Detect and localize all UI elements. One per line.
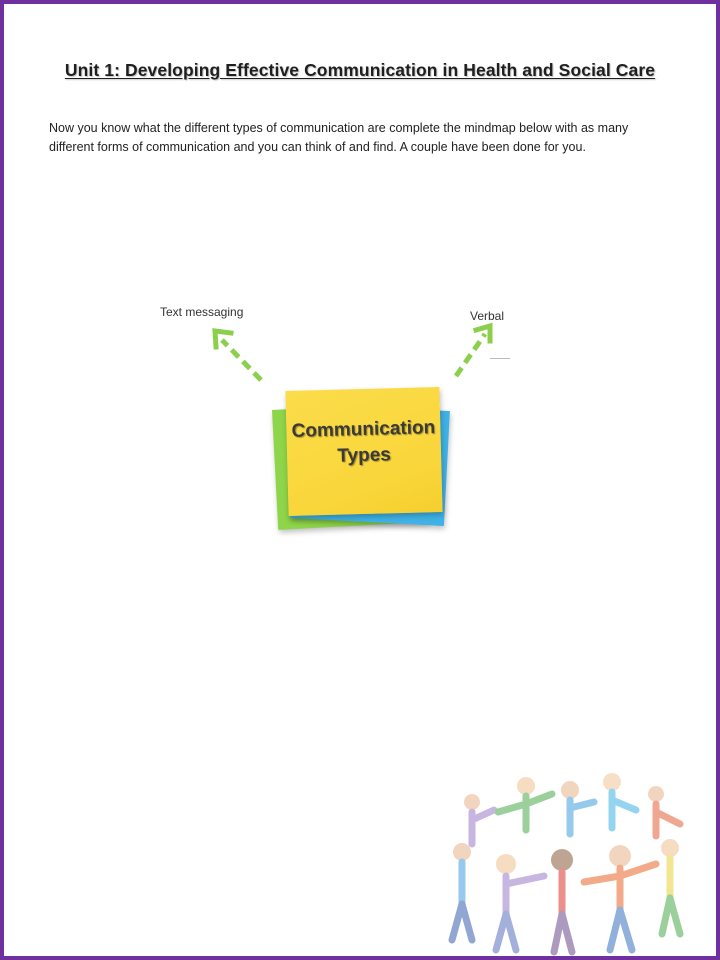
page-title: Unit 1: Developing Effective Communication in Health and Social Care — [64, 60, 656, 80]
children-circle-drawing-icon — [434, 764, 704, 960]
arrow-to-text-messaging — [215, 331, 261, 380]
branch-label-text-messaging: Text messaging — [160, 305, 244, 319]
center-topic-line-1: Communication — [291, 416, 436, 442]
sticky-note-center — [285, 387, 442, 516]
center-topic-line-2: Types — [337, 443, 392, 467]
instructions-paragraph: Now you know what the different types of communication are complete the mindmap below with as many different forms of communication and you can think of and find. A couple have been done for you. — [49, 121, 629, 154]
branch-label-verbal: Verbal — [470, 309, 505, 323]
center-topic — [291, 415, 436, 471]
arrow-to-verbal — [456, 326, 490, 376]
